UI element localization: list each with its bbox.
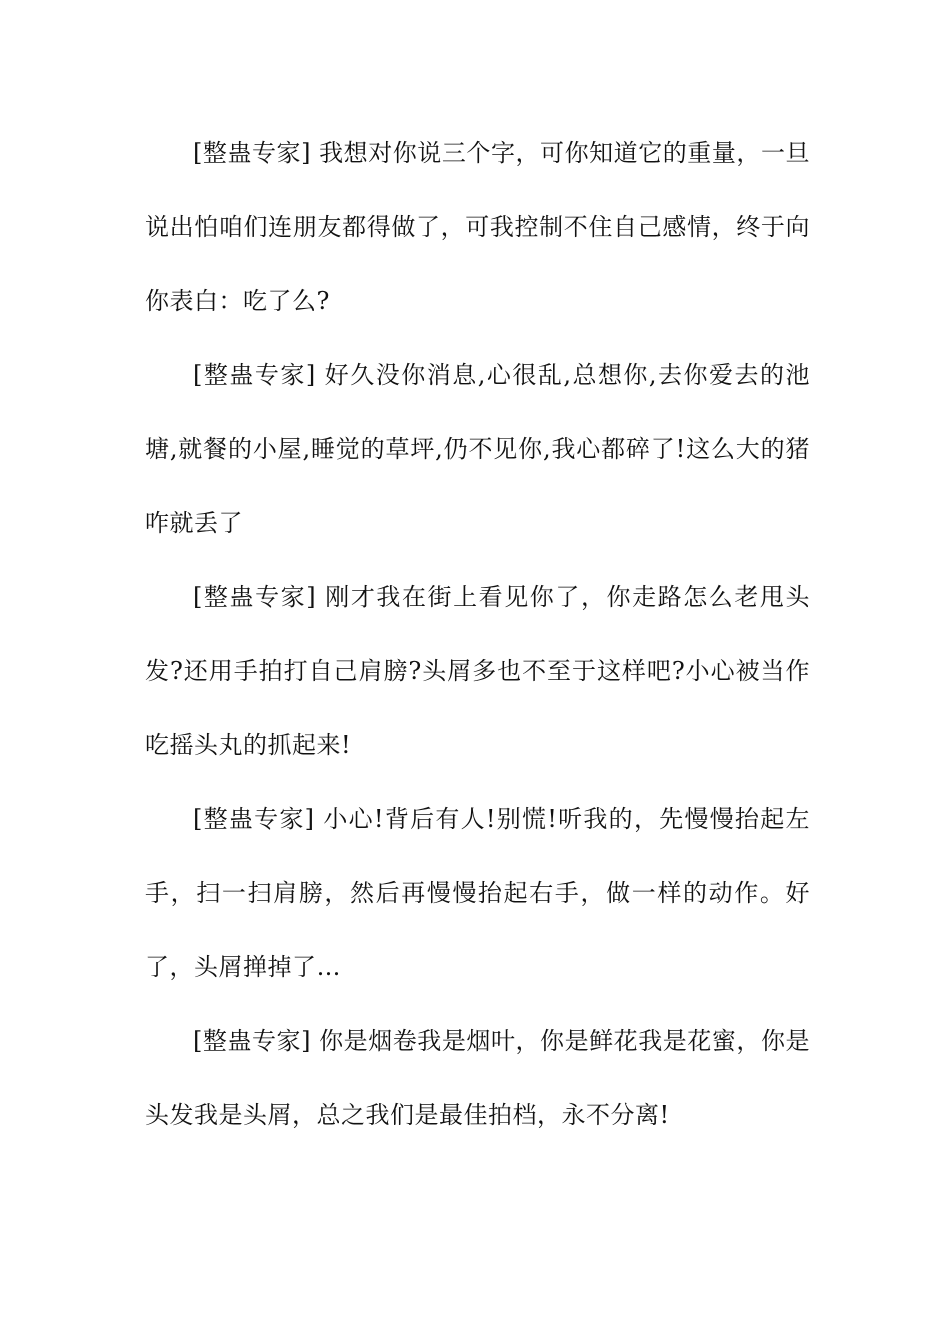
document-body	[145, 116, 810, 1152]
paragraph-3: [整蛊专家] 刚才我在街上看见你了，你走路怎么老甩头发?还用手拍打自己肩膀?头屑多也不至于这样吧?小心被当作吃摇头丸的抓起来!	[145, 583, 810, 759]
paragraph-2: [整蛊专家] 好久没你消息,心很乱,总想你,去你爱去的池塘,就餐的小屋,睡觉的草坪,仍不见你,我心都碎了!这么大的猪咋就丢了	[145, 361, 810, 537]
paragraph-4: [整蛊专家] 小心!背后有人!别慌!听我的，先慢慢抬起左手，扫一扫肩膀，然后再慢慢抬起右手，做一样的动作。好了，头屑掸掉了…	[145, 805, 810, 981]
paragraph-1: [整蛊专家] 我想对你说三个字，可你知道它的重量，一旦说出怕咱们连朋友都得做了，可我控制不住自己感情，终于向你表白：吃了么?	[145, 139, 810, 315]
paragraph-5: [整蛊专家] 你是烟卷我是烟叶，你是鲜花我是花蜜，你是头发我是头屑，总之我们是最佳拍档，永不分离!	[145, 1027, 810, 1129]
